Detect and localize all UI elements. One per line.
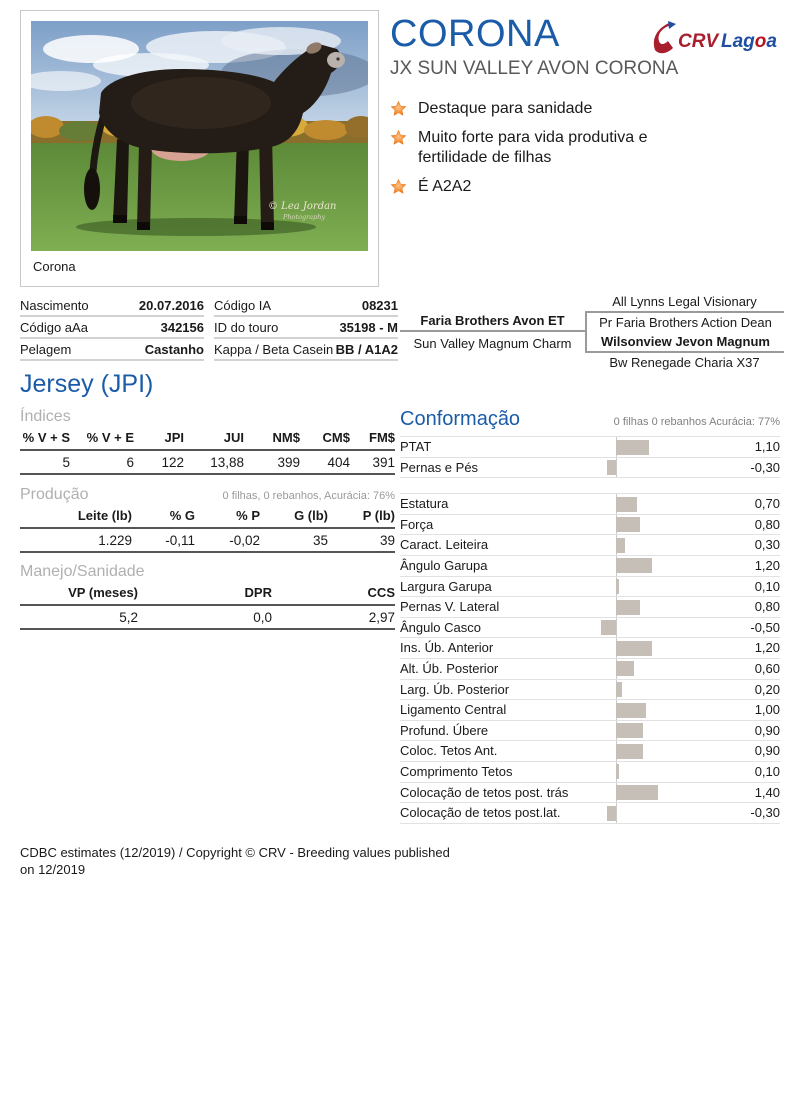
section-producao [20,486,395,553]
pedigree-grandparents [585,292,784,372]
highlight-text: Destaque para sanidade [418,100,593,117]
trait-label: Coloc. Tetos Ant. [400,743,498,759]
trait-bar [616,682,622,697]
trait-row [400,680,780,701]
trait-label: Pernas e Pés [400,459,479,475]
trait-row [400,577,780,598]
section-indices [20,408,395,475]
photo-card [20,10,379,287]
info-row [20,295,204,317]
footer-text: CDBC estimates (12/2019) / Copyright © CRV - Breeding values published on 12/2019 [20,845,450,877]
trait-bar [616,579,619,594]
trait-label: Estatura [400,496,449,512]
trait-row [400,659,780,680]
conformation-title: Conformação [400,408,521,430]
info-value: 35198 - M [339,319,398,335]
trait-row [400,638,780,659]
info-label: Código aAa [20,319,88,335]
trait-row [400,437,780,458]
info-value: Castanho [144,341,204,357]
trait-label: Pernas V. Lateral [400,599,500,615]
trait-bar-zone [595,556,710,576]
table-header-cell: JUI [223,430,244,445]
trait-bar [616,785,658,800]
table-header-cell: NM$ [272,430,300,445]
trait-bar [607,460,616,475]
logo-crv-text: CRV [678,31,719,52]
trait-row [400,618,780,639]
page-subtitle: JX SUN VALLEY AVON CORONA [390,58,679,79]
trait-bar [616,744,643,759]
trait-bar [616,723,643,738]
table-row [20,606,395,630]
section-manejo [20,563,395,630]
table-row [20,451,395,475]
table-row [20,585,395,606]
table-value-cell: 404 [327,455,350,470]
table-value-cell: 5 [62,455,70,470]
info-row [20,317,204,339]
table-value-cell: -0,02 [229,533,260,548]
trait-bar-zone [595,721,710,741]
table-header-cell: FM$ [369,430,395,445]
trait-label: Força [400,516,434,532]
trait-label: PTAT [400,439,432,454]
trait-bar [616,538,625,553]
table-header-cell: Leite (lb) [77,508,132,523]
trait-value: 0,10 [754,578,780,594]
trait-label: Ligamento Central [400,702,507,718]
trait-value: 0,80 [754,599,780,615]
trait-value: 0,10 [754,763,780,779]
pedigree-paternal-bottom: Bw Renegade Charia X37 [609,355,760,370]
table-value-cell: 5,2 [119,610,138,625]
trait-bar-zone [595,597,710,617]
info-row [214,339,398,361]
info-label: Código IA [214,297,272,313]
trait-bar-zone [595,700,710,720]
section-header [20,408,395,426]
trait-row [400,494,780,515]
trait-label: Ângulo Garupa [400,557,488,573]
highlight-item [390,128,670,168]
crv-lagoa-logo [648,20,780,58]
trait-bar [616,600,640,615]
trait-bar [607,806,616,821]
trait-bar [616,703,646,718]
trait-value: 0,90 [754,722,780,738]
star-icon [390,178,407,195]
table-row [20,508,395,529]
trait-bar-zone [595,638,710,658]
info-label: Kappa / Beta Casein [214,341,334,357]
trait-row [400,535,780,556]
table-value-cell: 39 [379,533,395,548]
table-row [20,529,395,553]
table-value-cell: 13,88 [210,455,244,470]
conformation-chart [400,436,780,824]
trait-bar-zone [595,618,710,638]
trait-row [400,458,780,479]
trait-bar [616,641,652,656]
pedigree-boxed-1: Pr Faria Brothers Action Dean [599,315,772,330]
trait-value: 0,70 [754,496,780,512]
info-value: 342156 [160,319,204,335]
trait-group [400,493,780,824]
logo-lagoa-text: Lagoa [721,31,777,52]
trait-label: Largura Garupa [400,578,492,594]
trait-bar-zone [595,577,710,597]
bull-photo-illustration [31,21,368,251]
highlight-text: É A2A2 [418,178,472,195]
info-label: Pelagem [20,341,72,357]
trait-bar-zone [595,741,710,761]
pedigree-dam: Sun Valley Magnum Charm [413,336,572,351]
trait-bar [616,558,652,573]
table-value-cell: 122 [161,455,184,470]
pedigree-boxed-2: Wilsonview Jevon Magnum [601,334,770,349]
trait-value: 1,00 [754,702,780,718]
trait-bar-zone [595,659,710,679]
table-header-cell: % P [236,508,260,523]
table-value-cell: 0,0 [253,610,272,625]
trait-value: -0,30 [750,459,780,475]
table-value-cell: -0,11 [165,533,195,548]
info-table-left [20,295,204,361]
table-row [20,430,395,451]
trait-bar [601,620,616,635]
info-value: BB / A1A2 [335,341,398,357]
trait-row [400,556,780,577]
trait-group [400,436,780,478]
table-value-cell: 399 [277,455,300,470]
table-header-cell: VP (meses) [68,585,138,600]
section-label: Produção [20,486,89,503]
info-value: 20.07.2016 [138,297,204,313]
trait-value: 0,20 [754,681,780,697]
conformation-panel [400,408,780,824]
trait-bar [616,764,619,779]
trait-value: 0,60 [754,660,780,676]
trait-bar-zone [595,437,710,457]
table-header-cell: % G [169,508,195,523]
trait-value: 0,30 [754,537,780,553]
table-header-cell: JPI [164,430,184,445]
trait-label: Caract. Leiteira [400,537,489,553]
conformation-note: 0 filhas 0 rebanhos Acurácia: 77% [613,416,780,428]
photo-caption: Corona [33,259,76,274]
photo-watermark: © Lea Jordan [268,201,337,212]
section-label: Índices [20,408,71,425]
table-header-cell: CCS [367,585,395,600]
info-row [20,339,204,361]
breed-title: Jersey (JPI) [20,370,154,398]
trait-bar-zone [595,515,710,535]
table-value-cell: 391 [372,455,395,470]
star-icon [390,129,407,146]
trait-bar [616,497,637,512]
trait-row [400,721,780,742]
trait-label: Ins. Úb. Anterior [400,640,494,656]
trait-value: 0,80 [754,516,780,532]
info-row [214,317,398,339]
highlight-item [390,177,670,197]
trait-bar-zone [595,458,710,478]
star-icon [390,100,407,117]
trait-value: -0,30 [750,805,780,821]
trait-label: Alt. Úb. Posterior [400,660,499,676]
trait-bar-zone [595,680,710,700]
pedigree-box [585,311,784,353]
page-title: CORONA [390,13,560,55]
info-label: Nascimento [20,297,89,313]
pedigree-parents [400,292,585,372]
table-value-cell: 2,97 [368,610,395,625]
trait-value: 1,20 [754,557,780,573]
table-header-cell: CM$ [322,430,350,445]
bull-photo [31,21,368,251]
trait-bar-zone [595,762,710,782]
trait-bar-zone [595,783,710,803]
section-header [20,486,395,504]
trait-label: Colocação de tetos post. trás [400,784,569,800]
highlight-item [390,99,670,119]
section-note: 0 filhas, 0 rebanhos, Acurácia: 76% [222,490,395,502]
trait-row [400,741,780,762]
table-header-cell: % V + E [86,430,134,445]
trait-bar [616,661,634,676]
trait-row [400,515,780,536]
table-value-cell: 35 [312,533,328,548]
pedigree-paternal-top: All Lynns Legal Visionary [612,294,757,309]
table-value-cell: 1.229 [98,533,132,548]
table-header-cell: P (lb) [362,508,395,523]
trait-value: 1,40 [754,784,780,800]
conformation-header [400,408,780,430]
trait-value: 1,10 [754,439,780,454]
table-header-cell: G (lb) [294,508,328,523]
info-table-right [214,295,398,361]
trait-row [400,783,780,804]
highlight-text: Muito forte para vida produtiva e fertilidade de filhas [418,129,648,166]
highlight-list [390,99,670,206]
trait-label: Colocação de tetos post.lat. [400,805,561,821]
table-header-cell: % V + S [22,430,70,445]
trait-row [400,762,780,783]
table-value-cell: 6 [126,455,134,470]
crv-swoosh-icon [654,21,676,53]
trait-value: 0,90 [754,743,780,759]
photo-watermark-line2: Photography [283,213,326,221]
trait-label: Ângulo Casco [400,619,481,635]
trait-row [400,700,780,721]
trait-value: 1,20 [754,640,780,656]
trait-bar-zone [595,494,710,514]
info-row [214,295,398,317]
section-header [20,563,395,581]
section-label: Manejo/Sanidade [20,563,145,580]
trait-bar [616,517,640,532]
trait-label: Profund. Úbere [400,722,489,738]
info-value: 08231 [361,297,398,313]
trait-label: Larg. Úb. Posterior [400,681,510,697]
trait-bar-zone [595,803,710,823]
pedigree [400,292,784,372]
trait-row [400,597,780,618]
trait-bar [616,440,649,455]
trait-label: Comprimento Tetos [400,763,513,779]
pedigree-sire: Faria Brothers Avon ET [400,311,585,332]
trait-value: -0,50 [750,619,780,635]
trait-bar-zone [595,535,710,555]
info-label: ID do touro [214,319,279,335]
table-header-cell: DPR [244,585,272,600]
trait-row [400,803,780,824]
